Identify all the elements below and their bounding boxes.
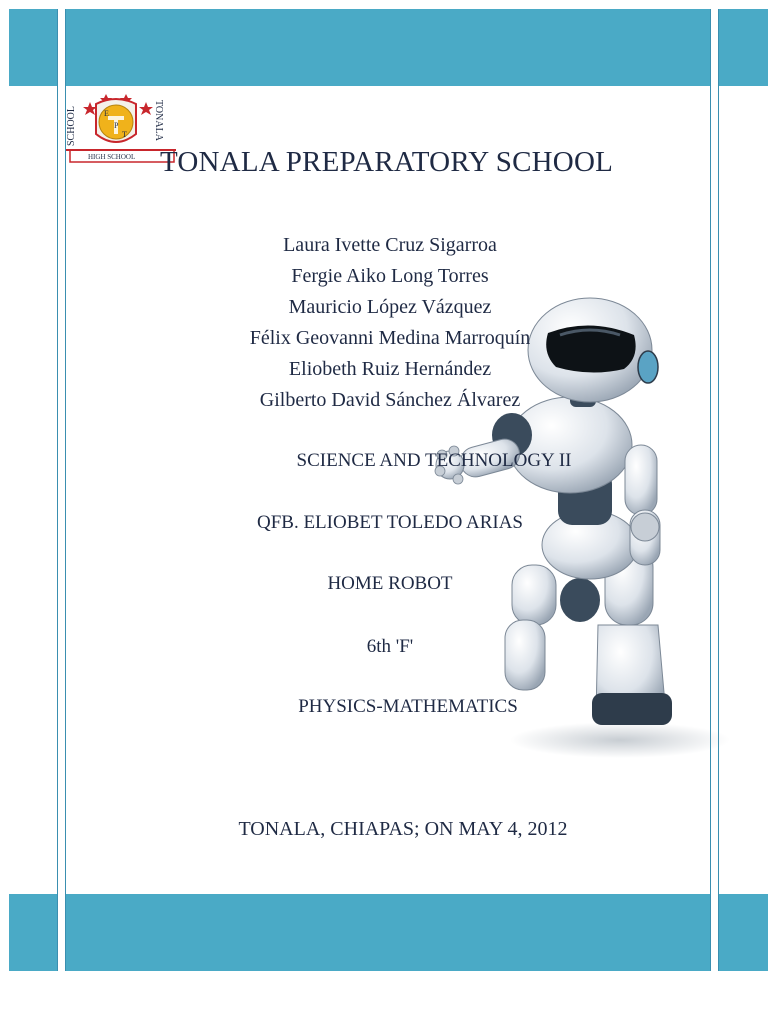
logo-letter-t: T: [122, 130, 127, 139]
project-title: HOME ROBOT: [327, 573, 453, 594]
logo-letter-p: P: [114, 121, 119, 130]
border-line-left: [57, 9, 58, 971]
logo-right-text: TONALA: [153, 100, 164, 141]
page-title: TONALA PREPARATORY SCHOOL: [160, 146, 613, 178]
logo-left-text: SCHOOL: [66, 105, 77, 146]
logo-banner-text: HIGH SCHOOL: [88, 153, 136, 161]
bottom-band-main: [66, 894, 710, 971]
logo-star-4: [139, 102, 153, 115]
robot-right-hand: [631, 513, 659, 541]
top-band-left: [9, 9, 57, 86]
robot-shadow: [510, 722, 730, 758]
author-name: Eliobeth Ruiz Hernández: [288, 358, 492, 380]
robot-ear: [638, 351, 658, 383]
author-name: Félix Geovanni Medina Marroquín: [249, 327, 531, 349]
top-band-right: [719, 9, 768, 86]
bottom-band-right: [719, 894, 768, 971]
area-label: PHYSICS-MATHEMATICS: [298, 696, 518, 717]
place-date: TONALA, CHIAPAS; ON MAY 4, 2012: [238, 818, 568, 840]
top-band-main: [66, 9, 710, 86]
logo-letter-e: E: [104, 109, 109, 118]
teacher-name: QFB. ELIOBET TOLEDO ARIAS: [256, 512, 524, 533]
course-name: SCIENCE AND TECHNOLOGY II: [296, 450, 572, 471]
bottom-band-left: [9, 894, 57, 971]
author-name: Mauricio López Vázquez: [288, 296, 492, 318]
group-label: 6th 'F': [366, 636, 414, 657]
logo-star-1: [83, 102, 97, 115]
author-name: Laura Ivette Cruz Sigarroa: [283, 234, 497, 256]
author-name: Fergie Aiko Long Torres: [291, 265, 489, 287]
author-name: Gilberto David Sánchez Álvarez: [259, 389, 521, 411]
